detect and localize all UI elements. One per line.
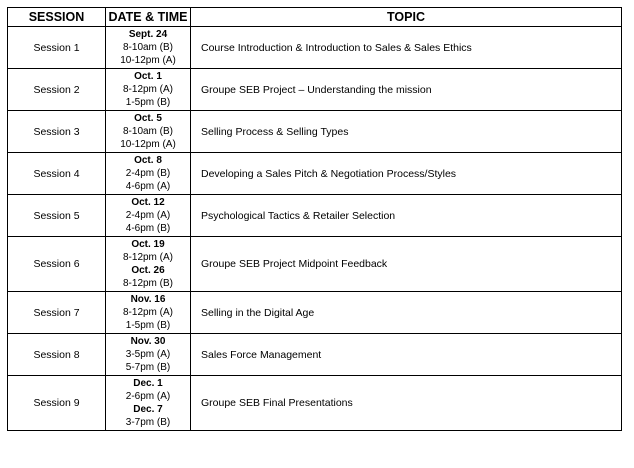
- topic-cell: Sales Force Management: [191, 334, 622, 376]
- header-session: SESSION: [8, 8, 106, 27]
- topic-cell: Groupe SEB Project Midpoint Feedback: [191, 237, 622, 292]
- session-time: 4-6pm (A): [125, 181, 171, 192]
- session-date: Oct. 5: [134, 113, 162, 124]
- session-date: Nov. 16: [130, 294, 166, 305]
- session-date: Dec. 7: [133, 404, 163, 415]
- date-time-cell: [106, 292, 191, 334]
- session-time: 1-5pm (B): [125, 97, 171, 108]
- session-time: 8-12pm (B): [122, 278, 173, 289]
- table-row: [8, 376, 622, 431]
- session-time: 10-12pm (A): [120, 55, 176, 66]
- header-date-time: DATE & TIME: [106, 8, 191, 27]
- schedule-table: [7, 7, 622, 431]
- session-time: 8-10am (B): [122, 42, 173, 53]
- table-row: [8, 153, 622, 195]
- session-time: 4-6pm (B): [125, 223, 171, 234]
- session-time: 3-5pm (A): [125, 349, 171, 360]
- date-time-cell: [106, 195, 191, 237]
- session-cell: Session 5: [8, 195, 106, 237]
- session-time: 2-6pm (A): [125, 391, 171, 402]
- session-time: 10-12pm (A): [120, 139, 176, 150]
- topic-cell: Groupe SEB Final Presentations: [191, 376, 622, 431]
- topic-cell: Groupe SEB Project – Understanding the mission: [191, 69, 622, 111]
- date-time-cell: [106, 27, 191, 69]
- header-topic: TOPIC: [191, 8, 622, 27]
- session-date: Oct. 1: [134, 71, 162, 82]
- session-time: 8-12pm (A): [122, 252, 173, 263]
- table-row: [8, 292, 622, 334]
- session-time: 8-12pm (A): [122, 84, 173, 95]
- header-row: [8, 8, 622, 27]
- session-time: 1-5pm (B): [125, 320, 171, 331]
- date-time-cell: [106, 334, 191, 376]
- session-time: 3-7pm (B): [125, 417, 171, 428]
- session-date: Oct. 19: [131, 239, 165, 250]
- table-row: [8, 111, 622, 153]
- session-cell: Session 6: [8, 237, 106, 292]
- session-date: Dec. 1: [133, 378, 163, 389]
- session-time: 5-7pm (B): [125, 362, 171, 373]
- date-time-cell: [106, 376, 191, 431]
- session-date: Nov. 30: [130, 336, 166, 347]
- date-time-cell: [106, 69, 191, 111]
- table-row: [8, 27, 622, 69]
- session-time: 2-4pm (A): [125, 210, 171, 221]
- date-time-cell: [106, 111, 191, 153]
- session-cell: Session 8: [8, 334, 106, 376]
- schedule-body: [8, 27, 622, 431]
- session-cell: Session 1: [8, 27, 106, 69]
- topic-cell: Selling Process & Selling Types: [191, 111, 622, 153]
- session-date: Sept. 24: [128, 29, 168, 40]
- schedule-container: [7, 7, 622, 431]
- session-date: Oct. 12: [131, 197, 165, 208]
- table-row: [8, 69, 622, 111]
- session-date: Oct. 26: [131, 265, 165, 276]
- session-cell: Session 3: [8, 111, 106, 153]
- topic-cell: Psychological Tactics & Retailer Selection: [191, 195, 622, 237]
- session-cell: Session 9: [8, 376, 106, 431]
- date-time-cell: [106, 153, 191, 195]
- topic-cell: Selling in the Digital Age: [191, 292, 622, 334]
- table-row: [8, 195, 622, 237]
- session-time: 2-4pm (B): [125, 168, 171, 179]
- topic-cell: Course Introduction & Introduction to Sales & Sales Ethics: [191, 27, 622, 69]
- table-row: [8, 237, 622, 292]
- session-time: 8-12pm (A): [122, 307, 173, 318]
- session-date: Oct. 8: [134, 155, 162, 166]
- date-time-cell: [106, 237, 191, 292]
- table-row: [8, 334, 622, 376]
- session-cell: Session 4: [8, 153, 106, 195]
- session-cell: Session 7: [8, 292, 106, 334]
- topic-cell: Developing a Sales Pitch & Negotiation Process/Styles: [191, 153, 622, 195]
- session-cell: Session 2: [8, 69, 106, 111]
- session-time: 8-10am (B): [122, 126, 173, 137]
